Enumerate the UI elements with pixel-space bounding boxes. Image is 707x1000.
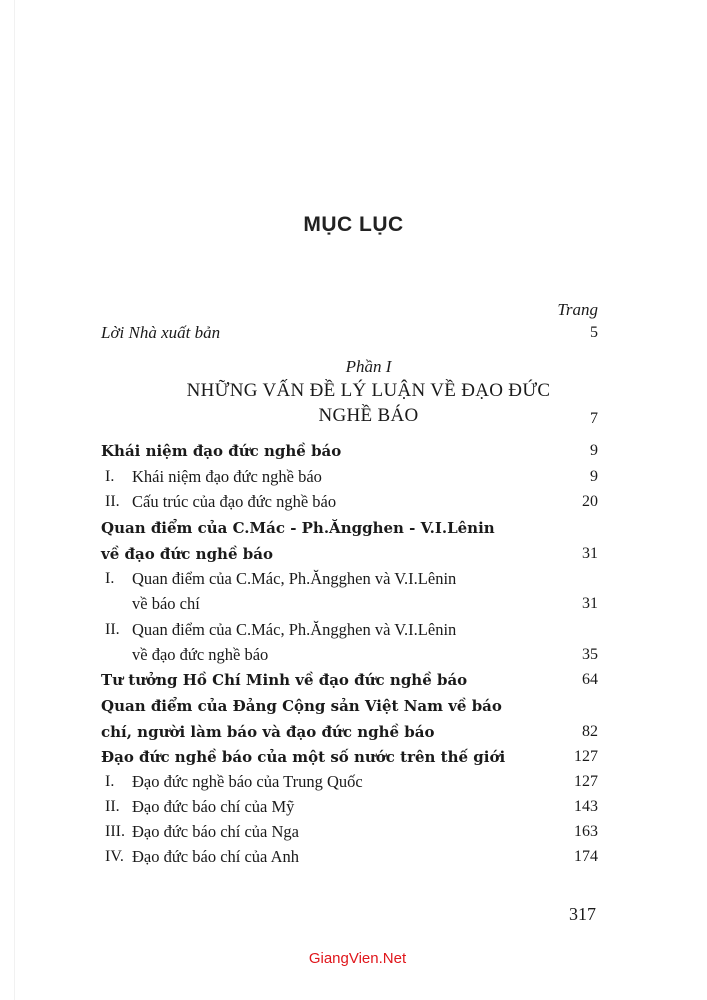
toc-entry-text-line1: Quan điểm của C.Mác, Ph.Ăngghen và V.I.Lênin [132, 620, 457, 639]
part-label: Phần I [345, 357, 392, 376]
toc-entry-page: 9 [590, 468, 598, 485]
toc-entry-page: 174 [574, 848, 598, 865]
toc-entry-text: Khái niệm đạo đức nghề báo [101, 442, 342, 460]
toc-entry-text: Đạo đức báo chí của Mỹ [132, 797, 295, 816]
toc-entry-text: Đạo đức báo chí của Nga [132, 822, 299, 841]
toc-entry-text-line2: về đạo đức nghề báo [132, 645, 269, 664]
toc-entry-text: Đạo đức báo chí của Anh [132, 847, 300, 866]
watermark: GiangVien.Net [308, 950, 407, 967]
page-title: MỤC LỤC [303, 213, 404, 236]
toc-entry-page: 9 [590, 442, 598, 459]
toc-entry-text-line2: về báo chí [132, 594, 200, 613]
toc-roman-numeral: II. [105, 493, 120, 510]
toc-roman-numeral: I. [105, 468, 115, 485]
toc-roman-numeral: I. [105, 570, 115, 587]
toc-entry-page: 143 [574, 798, 598, 815]
part-title-line2: NGHỀ BÁO [318, 405, 419, 426]
toc-entry-text-line1: Quan điểm của C.Mác, Ph.Ăngghen và V.I.Lênin [132, 569, 457, 588]
toc-roman-numeral: II. [105, 798, 120, 815]
toc-roman-numeral: IV. [105, 848, 124, 865]
toc-entry-text: Lời Nhà xuất bản [101, 323, 221, 342]
toc-roman-numeral: I. [105, 773, 115, 790]
part-title-line1: NHỮNG VẤN ĐỀ LÝ LUẬN VỀ ĐẠO ĐỨC [186, 380, 551, 401]
toc-entry-page: 163 [574, 823, 598, 840]
toc-entry-text-line1: Quan điểm của Đảng Cộng sản Việt Nam về báo [101, 697, 502, 715]
toc-entry-text: Đạo đức nghề báo của Trung Quốc [132, 772, 363, 791]
toc-roman-numeral: II. [105, 621, 120, 638]
toc-entry-page: 31 [582, 545, 598, 562]
toc-entry-page: 64 [582, 671, 598, 688]
toc-entry-page: 5 [590, 324, 598, 341]
toc-entry-page: 20 [582, 493, 598, 510]
toc-entry-text: Tư tưởng Hồ Chí Minh về đạo đức nghề báo [101, 671, 468, 689]
toc-entry-text: Đạo đức nghề báo của một số nước trên thế giới [101, 748, 506, 766]
toc-entry-text-line1: Quan điểm của C.Mác - Ph.Ăngghen - V.I.Lênin [101, 519, 495, 537]
toc-entry-text-line2: về đạo đức nghề báo [101, 545, 273, 563]
toc-entry-page: 127 [574, 748, 598, 765]
toc-entry-text: Cấu trúc của đạo đức nghề báo [132, 492, 337, 511]
toc-entry-page: 82 [582, 723, 598, 740]
toc-entry-page: 31 [582, 595, 598, 612]
page-number: 317 [569, 904, 596, 924]
toc-entry-page: 127 [574, 773, 598, 790]
toc-entry-text-line2: chí, người làm báo và đạo đức nghề báo [101, 723, 435, 741]
page-edge [14, 0, 15, 1000]
toc-roman-numeral: III. [105, 823, 125, 840]
page-column-header: Trang [557, 300, 598, 319]
toc-entry-page: 7 [590, 410, 598, 427]
toc-entry-page: 35 [582, 646, 598, 663]
toc-entry-text: Khái niệm đạo đức nghề báo [132, 467, 322, 486]
